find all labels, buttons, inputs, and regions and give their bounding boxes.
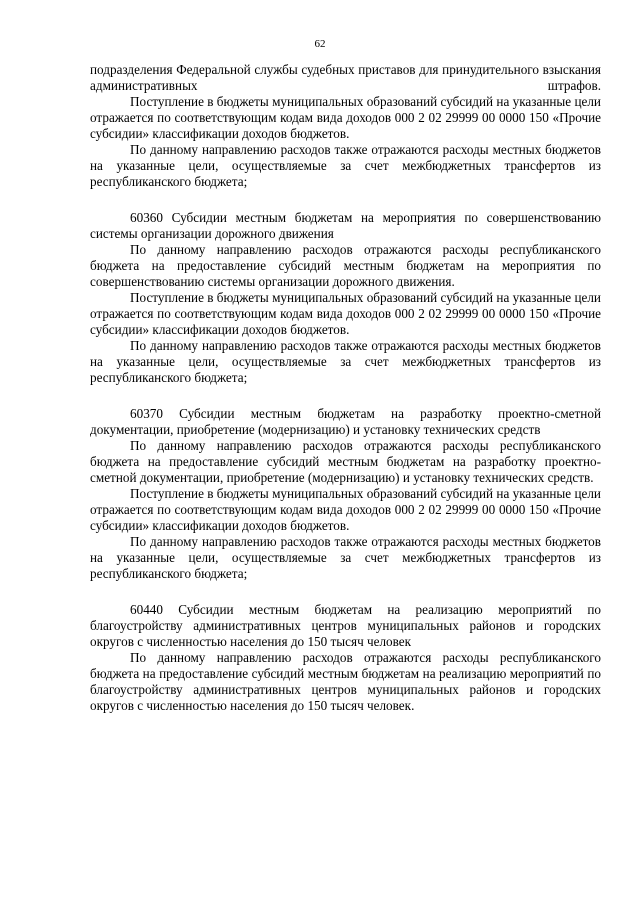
section-gap	[90, 190, 601, 210]
paragraph: По данному направлению расходов также отражаются расходы местных бюджетов на указанные цели, осуществляемые за счет межбюджетных трансфертов из республиканского бюджета;	[90, 142, 601, 189]
document-body	[90, 62, 601, 714]
paragraph: подразделения Федеральной службы судебных приставов для принудительного взыскания административных штрафов.	[90, 62, 601, 93]
section-heading-60370: 60370 Субсидии местным бюджетам на разработку проектно-сметной документации, приобретение (модернизацию) и установку технических средств	[90, 406, 601, 437]
paragraph: По данному направлению расходов также отражаются расходы местных бюджетов на указанные цели, осуществляемые за счет межбюджетных трансфертов из республиканского бюджета;	[90, 338, 601, 385]
page-number: 62	[314, 38, 326, 50]
section-gap	[90, 386, 601, 406]
paragraph: По данному направлению расходов отражаются расходы республиканского бюджета на предоставление субсидий местным бюджетам на мероприятия по совершенствованию системы организации дорожного движения.	[90, 242, 601, 289]
section-heading-60440: 60440 Субсидии местным бюджетам на реализацию мероприятий по благоустройству административных центров муниципальных районов и городских округов с численностью населения до 150 тысяч человек	[90, 602, 601, 649]
section-gap	[90, 582, 601, 602]
paragraph: Поступление в бюджеты муниципальных образований субсидий на указанные цели отражается по соответствующим кодам вида доходов 000 2 02 29999 00 0000 150 «Прочие субсидии» классификации доходов бюджетов.	[90, 94, 601, 141]
section-heading-60360: 60360 Субсидии местным бюджетам на мероприятия по совершенствованию системы организации дорожного движения	[90, 210, 601, 241]
paragraph: Поступление в бюджеты муниципальных образований субсидий на указанные цели отражается по соответствующим кодам вида доходов 000 2 02 29999 00 0000 150 «Прочие субсидии» классификации доходов бюджетов.	[90, 290, 601, 337]
paragraph: По данному направлению расходов отражаются расходы республиканского бюджета на предоставление субсидий местным бюджетам на реализацию мероприятий по благоустройству административных центров муниципальных районов и городских округов с численностью населения до 150 тысяч человек.	[90, 650, 601, 713]
paragraph: По данному направлению расходов отражаются расходы республиканского бюджета на предоставление субсидий местным бюджетам на разработку проектно-сметной документации, приобретение (модернизацию) и установку технических средств.	[90, 438, 601, 485]
paragraph: Поступление в бюджеты муниципальных образований субсидий на указанные цели отражается по соответствующим кодам вида доходов 000 2 02 29999 00 0000 150 «Прочие субсидии» классификации доходов бюджетов.	[90, 486, 601, 533]
paragraph: По данному направлению расходов также отражаются расходы местных бюджетов на указанные цели, осуществляемые за счет межбюджетных трансфертов из республиканского бюджета;	[90, 534, 601, 581]
